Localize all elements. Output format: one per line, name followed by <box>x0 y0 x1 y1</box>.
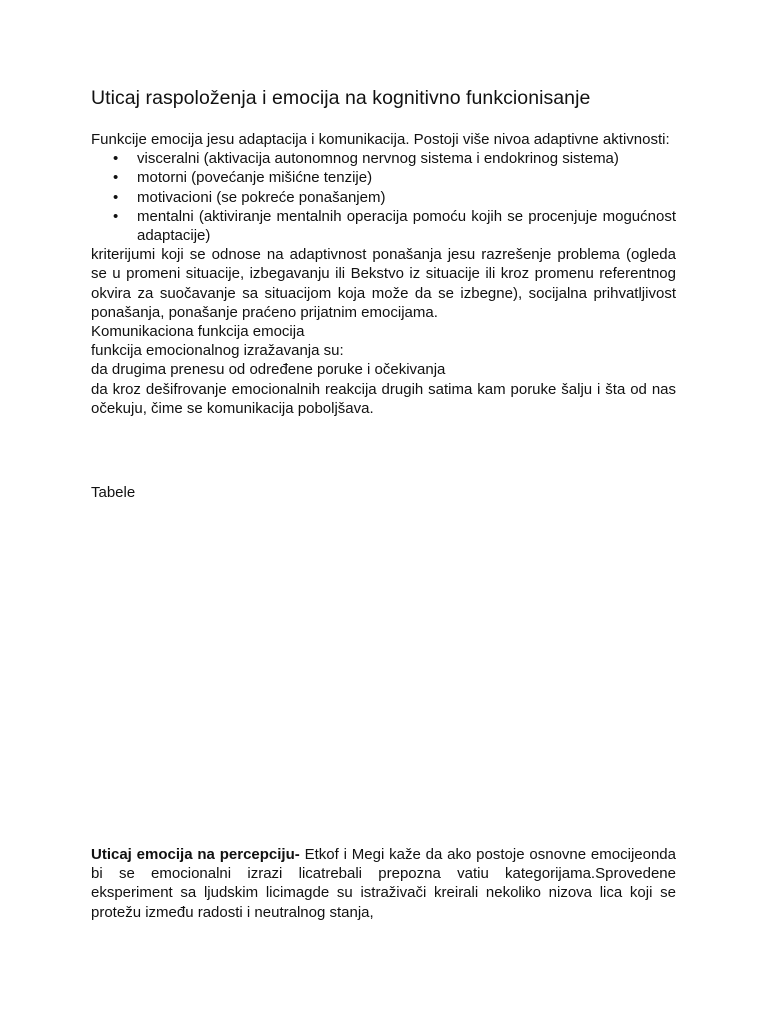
criteria-paragraph: kriterijumi koji se odnose na adaptivnost ponašanja jesu razrešenje problema (ogleda se u promeni situacije, izbegavanju ili Bekstvo iz situacije ili kroz promenu referentnog okvira za suočavanje sa situacijom koja može da se izbegne), socijalna prihvatljivost ponašanja, ponašanje praćeno prijatnim emocijama. <box>91 246 676 321</box>
list-item <box>91 188 676 207</box>
list-item <box>91 168 676 187</box>
bullet-icon: • <box>113 188 119 206</box>
tables-label: Tabele <box>91 484 136 501</box>
communication-line-2: da kroz dešifrovanje emocionalnih reakcija drugih satima kam poruke šalju i šta od nas očekuju, čime se komunikacija poboljšava. <box>91 380 676 417</box>
communication-line-1: da drugima prenesu od određene poruke i očekivanja <box>91 361 446 379</box>
list-item <box>91 207 676 245</box>
list-item-text: motivacioni (se pokreće ponašanjem) <box>137 188 386 206</box>
list-item-text: mentalni (aktiviranje mentalnih operacija pomoću kojih se procenjuje mogućnost adaptacije) <box>137 207 676 245</box>
body-block <box>91 130 676 418</box>
adaptive-levels-list <box>91 149 676 245</box>
list-item-text: motorni (povećanje mišićne tenzije) <box>137 169 373 187</box>
perception-text: Etkof i Megi kaže da ako postoje osnovne emocijeonda bi se emocionalni izrazi licatrebali prepozna vatiu kategorijama.Sprovedene eksperiment sa ljudskim licimagde su istraživači kreirali nekoliko nizova lica koji se protežu između radosti i neutralnog stanja, <box>91 846 676 921</box>
list-item-text: visceralni (aktivacija autonomnog nervnog sistema i endokrinog sistema) <box>137 150 619 168</box>
perception-section <box>91 845 676 922</box>
communication-heading: Komunikaciona funkcija emocija <box>91 323 305 341</box>
bullet-icon: • <box>113 169 119 187</box>
communication-subheading: funkcija emocionalnog izražavanja su: <box>91 342 344 360</box>
intro-paragraph: Funkcije emocija jesu adaptacija i komunikacija. Postoji više nivoa adaptivne aktivnosti: <box>91 131 670 148</box>
bullet-icon: • <box>113 207 119 225</box>
list-item <box>91 149 676 168</box>
bullet-icon: • <box>113 150 119 168</box>
perception-paragraph <box>91 845 676 922</box>
perception-heading: Uticaj emocija na percepciju- <box>91 846 300 863</box>
page-title: Uticaj raspoloženja i emocija na kognitivno funkcionisanje <box>91 87 591 109</box>
